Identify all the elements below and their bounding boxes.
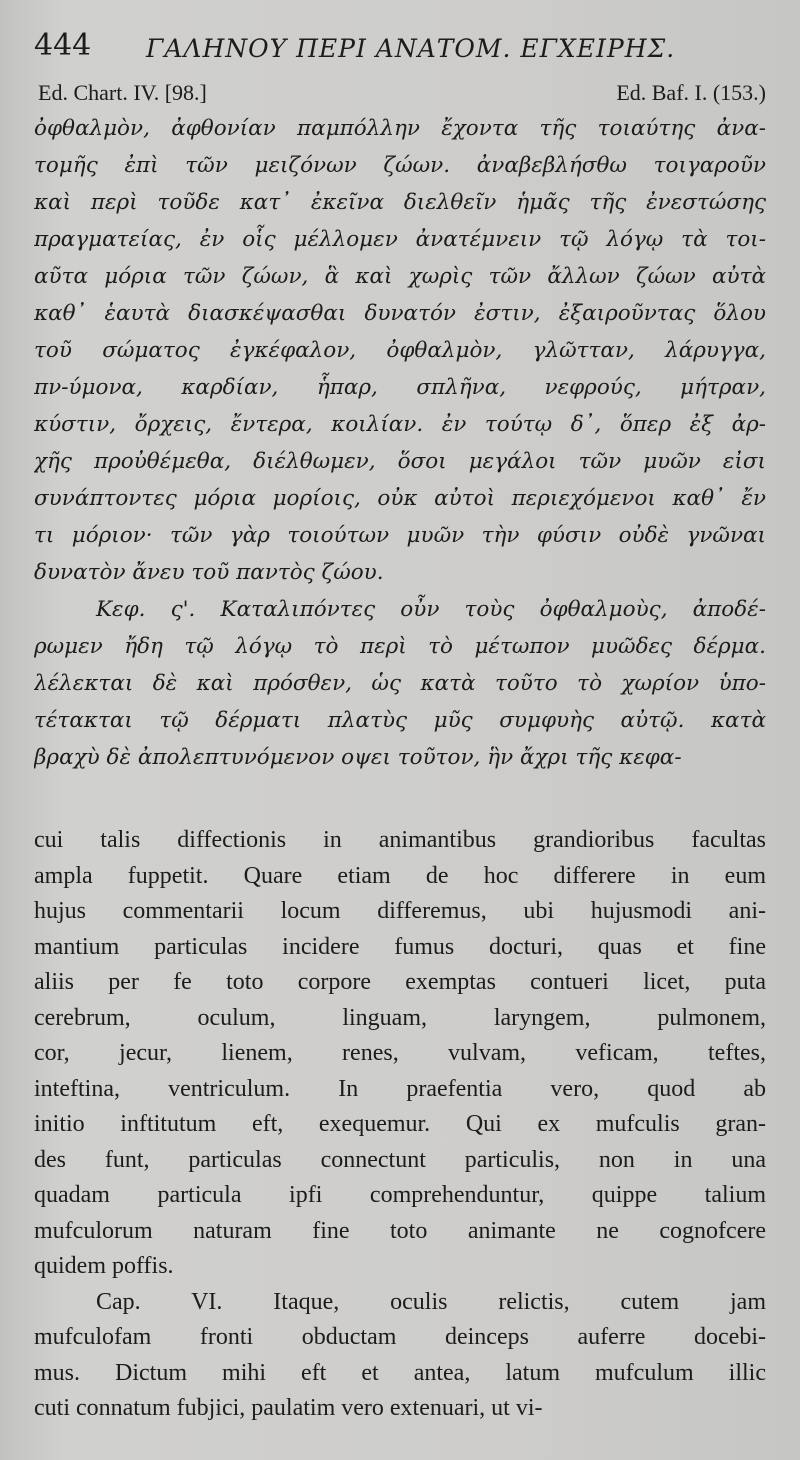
greek-text-line: βραχὺ δὲ ἀπολεπτυνόμενον οψει τοῦτον, ἣν ἄχρι τῆς κεφα- — [34, 745, 682, 770]
latin-text-line: ampla fuppetit. Quare etiam de hoc differere in eum — [34, 862, 766, 889]
latin-text-line: hujus commentarii locum differemus, ubi hujusmodi ani- — [34, 898, 766, 924]
running-title: ΓΑΛΗΝΟΥ ΠΕΡΙ ΑΝΑΤΟΜ. ΕΓΧΕΙΡΗΣ. — [146, 34, 676, 63]
greek-text-line: συνάπτοντες μόρια μορίοις, οὐκ αὐτοὶ περιεχόμενοι καθ᾽ ἔν — [34, 486, 766, 511]
greek-text-line: Κεφ. ς'. Καταλιπόντες οὖν τοὺς ὀφθαλμοὺς, ἀποδέ- — [96, 597, 766, 622]
latin-text-line: mufculorum naturam fine toto animante ne cognofcere — [34, 1217, 766, 1244]
greek-text-line: αῦτα μόρια τῶν ζώων, ἃ καὶ χωρὶς τῶν ἄλλων ζώων αὐτὰ — [34, 264, 766, 289]
latin-text-line: mantium particulas incidere fumus docturi, quas et fine — [34, 933, 766, 960]
latin-text-line: mufculofam fronti obductam deinceps auferre docebi- — [34, 1324, 766, 1350]
latin-text-line: cerebrum, oculum, linguam, laryngem, pulmonem, — [34, 1004, 766, 1031]
latin-text-line: quadam particula ipfi comprehenduntur, quippe talium — [34, 1182, 766, 1208]
greek-text-block — [34, 110, 766, 776]
latin-text-line: quidem poffis. — [34, 1253, 174, 1279]
edition-basel: Ed. Baf. I. (153.) — [616, 80, 766, 105]
greek-text-line: ὀφθαλμὸν, ἀφθονίαν παμπόλλην ἔχοντα τῆς τοιαύτης ἀνα- — [34, 116, 766, 141]
greek-text-line: τέτακται τῷ δέρματι πλατὺς μῦς συμφυὴς αὐτῷ. κατὰ — [34, 708, 766, 733]
page-number: 444 — [34, 28, 92, 63]
greek-text-line: χῆς προὐθέμεθα, διέλθωμεν, ὅσοι μεγάλοι τῶν μυῶν εἰσι — [34, 449, 766, 474]
greek-text-line: καὶ περὶ τοῦδε κατ᾽ ἐκεῖνα διελθεῖν ἡμᾶς τῆς ἐνεστώσης — [34, 190, 766, 215]
greek-text-line: κύστιν, ὄρχεις, ἔντερα, κοιλίαν. ἐν τούτῳ δ᾽, ὅπερ ἐξ ἀρ- — [34, 412, 766, 437]
greek-text-line: ρωμεν ἤδη τῷ λόγῳ τὸ περὶ τὸ μέτωπον μυῶδες δέρμα. — [34, 634, 766, 659]
latin-text-line: mus. Dictum mihi eft et antea, latum mufculum illic — [34, 1359, 766, 1386]
greek-text-line: δυνατὸν ἄνευ τοῦ παντὸς ζώου. — [34, 560, 384, 585]
latin-text-line: Cap. VI. Itaque, oculis relictis, cutem jam — [96, 1288, 766, 1315]
latin-text-line: aliis per fe toto corpore exemptas contueri licet, puta — [34, 969, 766, 995]
latin-text-line: inteftina, ventriculum. In praefentia vero, quod ab — [34, 1075, 766, 1102]
greek-text-line: τι μόριον· τῶν γὰρ τοιούτων μυῶν τὴν φύσιν οὐδὲ γνῶναι — [34, 523, 766, 548]
latin-text-line: cui talis diffectionis in animantibus grandioribus facultas — [34, 827, 766, 853]
latin-text-line: initio inftitutum eft, exequemur. Qui ex mufculis gran- — [34, 1111, 766, 1137]
latin-text-line: cor, jecur, lienem, renes, vulvam, veficam, teftes, — [34, 1040, 766, 1066]
greek-text-line: τοῦ σώματος ἐγκέφαλον, ὀφθαλμὸν, γλῶτταν, λάρυγγα, — [34, 338, 766, 363]
edition-line — [38, 80, 766, 110]
greek-text-line: λέλεκται δὲ καὶ πρόσθεν, ὡς κατὰ τοῦτο τὸ χωρίον ὑπο- — [34, 671, 766, 696]
greek-text-line: τομῆς ἐπὶ τῶν μειζόνων ζώων. ἀναβεβλήσθω τοιγαροῦν — [34, 153, 766, 178]
latin-text-line: cuti connatum fubjici, paulatim vero extenuari, ut vi- — [34, 1395, 543, 1421]
latin-text-line: des funt, particulas connectunt particulis, non in una — [34, 1146, 766, 1173]
running-head — [34, 28, 774, 72]
latin-text-block — [34, 823, 766, 1427]
greek-text-line: πραγματείας, ἐν οἷς μέλλομεν ἀνατέμνειν τῷ λόγῳ τὰ τοι- — [34, 227, 766, 252]
greek-text-line: πν-ύμονα, καρδίαν, ἧπαρ, σπλῆνα, νεφρούς, μήτραν, — [34, 375, 766, 400]
edition-chartier: Ed. Chart. IV. [98.] — [38, 80, 207, 105]
greek-text-line: καθ᾽ ἑαυτὰ διασκέψασθαι δυνατόν ἐστιν, ἐξαιροῦντας ὅλου — [34, 301, 766, 326]
